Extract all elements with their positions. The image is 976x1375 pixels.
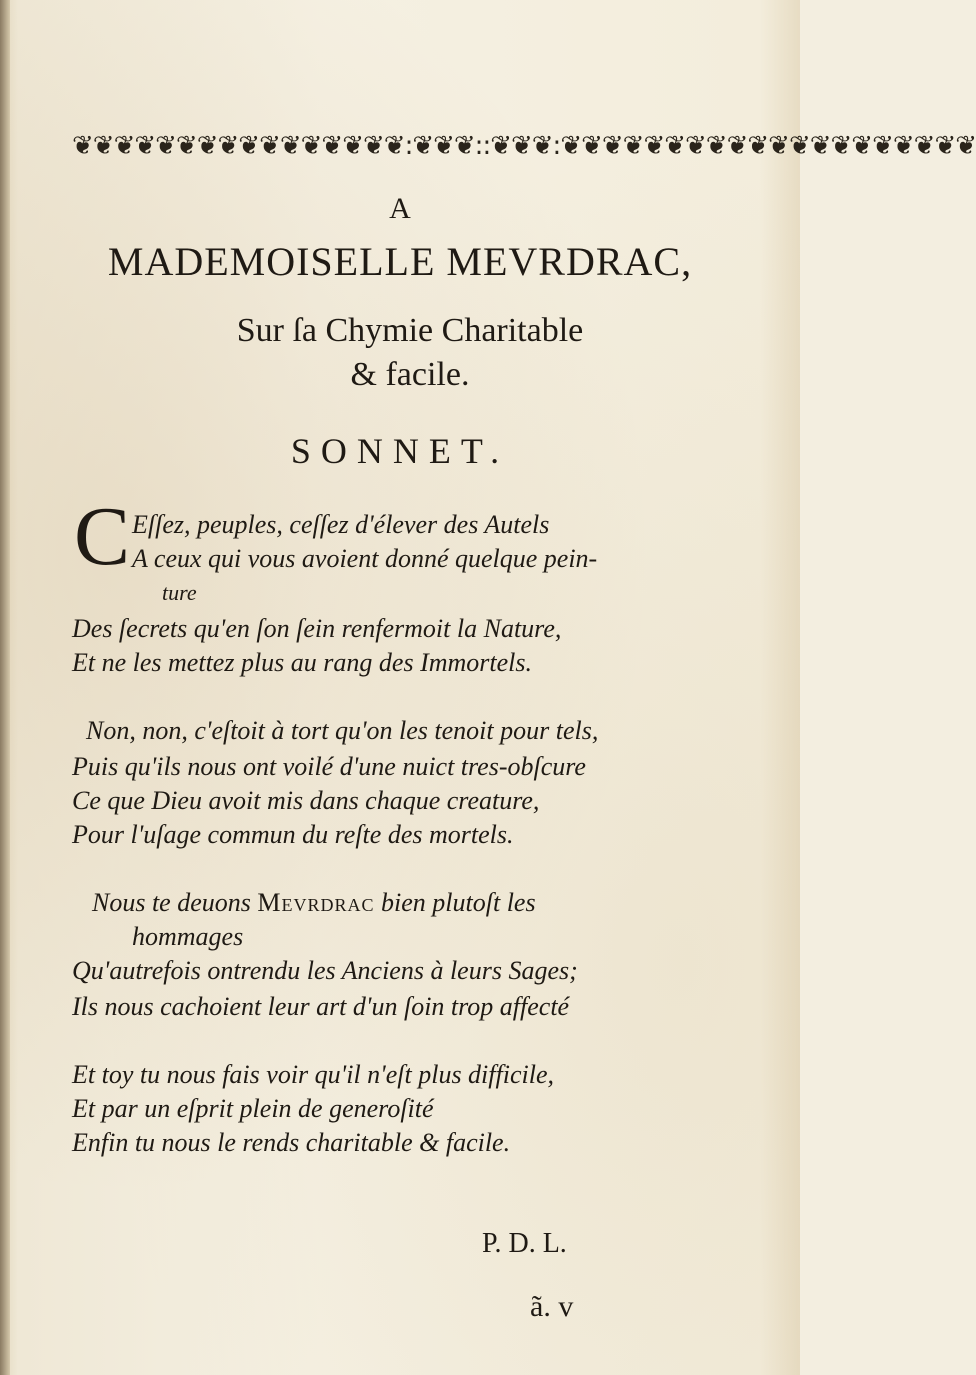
verse-line: Et par un eſprit plein de generoſité — [72, 1094, 434, 1123]
author-initials: P. D. L. — [482, 1228, 567, 1259]
ornament-unit: :❦❦❦: — [404, 131, 483, 161]
ornament-unit: ❦❦❦❦ — [892, 131, 976, 161]
ornament-unit: ❦❦❦❦ — [238, 131, 322, 161]
verse-line: Ce que Dieu avoit mis dans chaque creature, — [72, 786, 540, 815]
name-smallcaps: Mevrdrac — [257, 888, 375, 917]
poem-form-heading: SONNET. — [290, 431, 510, 471]
verse-line — [92, 886, 732, 920]
verse-line: Et toy tu nous fais voir qu'il n'eſt plus difficile, — [72, 1060, 554, 1089]
verse-fragment: Nous te deuons — [92, 888, 251, 917]
verse-line: Des ſecrets qu'en ſon ſein renfermoit la Nature, — [72, 614, 562, 643]
ornament-unit: ❦❦❦❦ — [809, 131, 893, 161]
ornamental-headband — [72, 128, 976, 164]
ornament-unit: ❦❦❦❦ — [726, 131, 810, 161]
verse-fragment: bien plutoſt les — [381, 888, 536, 917]
verse-line: Pour l'uſage commun du reſte des mortels. — [72, 820, 514, 849]
ornament-unit: ❦❦❦❦ — [155, 131, 239, 161]
verse-line: Enfin tu nous le rends charitable & facile. — [72, 1128, 511, 1157]
verse-line: Eſſez, peuples, ceſſez d'élever des Autels — [132, 510, 550, 539]
verse-line: Puis qu'ils nous ont voilé d'une nuict tres-obſcure — [72, 752, 586, 781]
verse-line: A ceux qui vous avoient donné quelque pein- — [132, 544, 598, 573]
signature-mark: ã. v — [530, 1290, 574, 1323]
subtitle-line-1: Sur ſa Chymie Charitable — [236, 312, 584, 349]
verse-line: Non, non, c'eſtoit à tort qu'on les tenoit pour tels, — [86, 716, 599, 745]
ornament-unit: ❦❦❦❦ — [321, 131, 405, 161]
verse-line: Et ne les mettez plus au rang des Immortels. — [72, 648, 533, 677]
drop-capital: C — [74, 490, 131, 583]
ornament-unit: ❦❦❦❦ — [560, 131, 644, 161]
ornament-unit: ❦❦❦❦ — [72, 131, 156, 161]
subtitle-line-2: & facile. — [350, 356, 470, 393]
verse-line: Qu'autrefois ontrendu les Anciens à leurs Sages; — [72, 956, 578, 985]
dedication-preposition: A — [389, 192, 411, 225]
dedicatee-name: MADEMOISELLE MEVRDRAC, — [107, 239, 693, 284]
ornament-unit: :❦❦❦: — [482, 131, 561, 161]
verse-line: ture — [162, 580, 197, 605]
verse-line: hommages — [132, 922, 244, 951]
ornament-unit: ❦❦❦❦ — [643, 131, 727, 161]
verse-line: Ils nous cachoient leur art d'un ſoin trop affecté — [72, 992, 570, 1021]
